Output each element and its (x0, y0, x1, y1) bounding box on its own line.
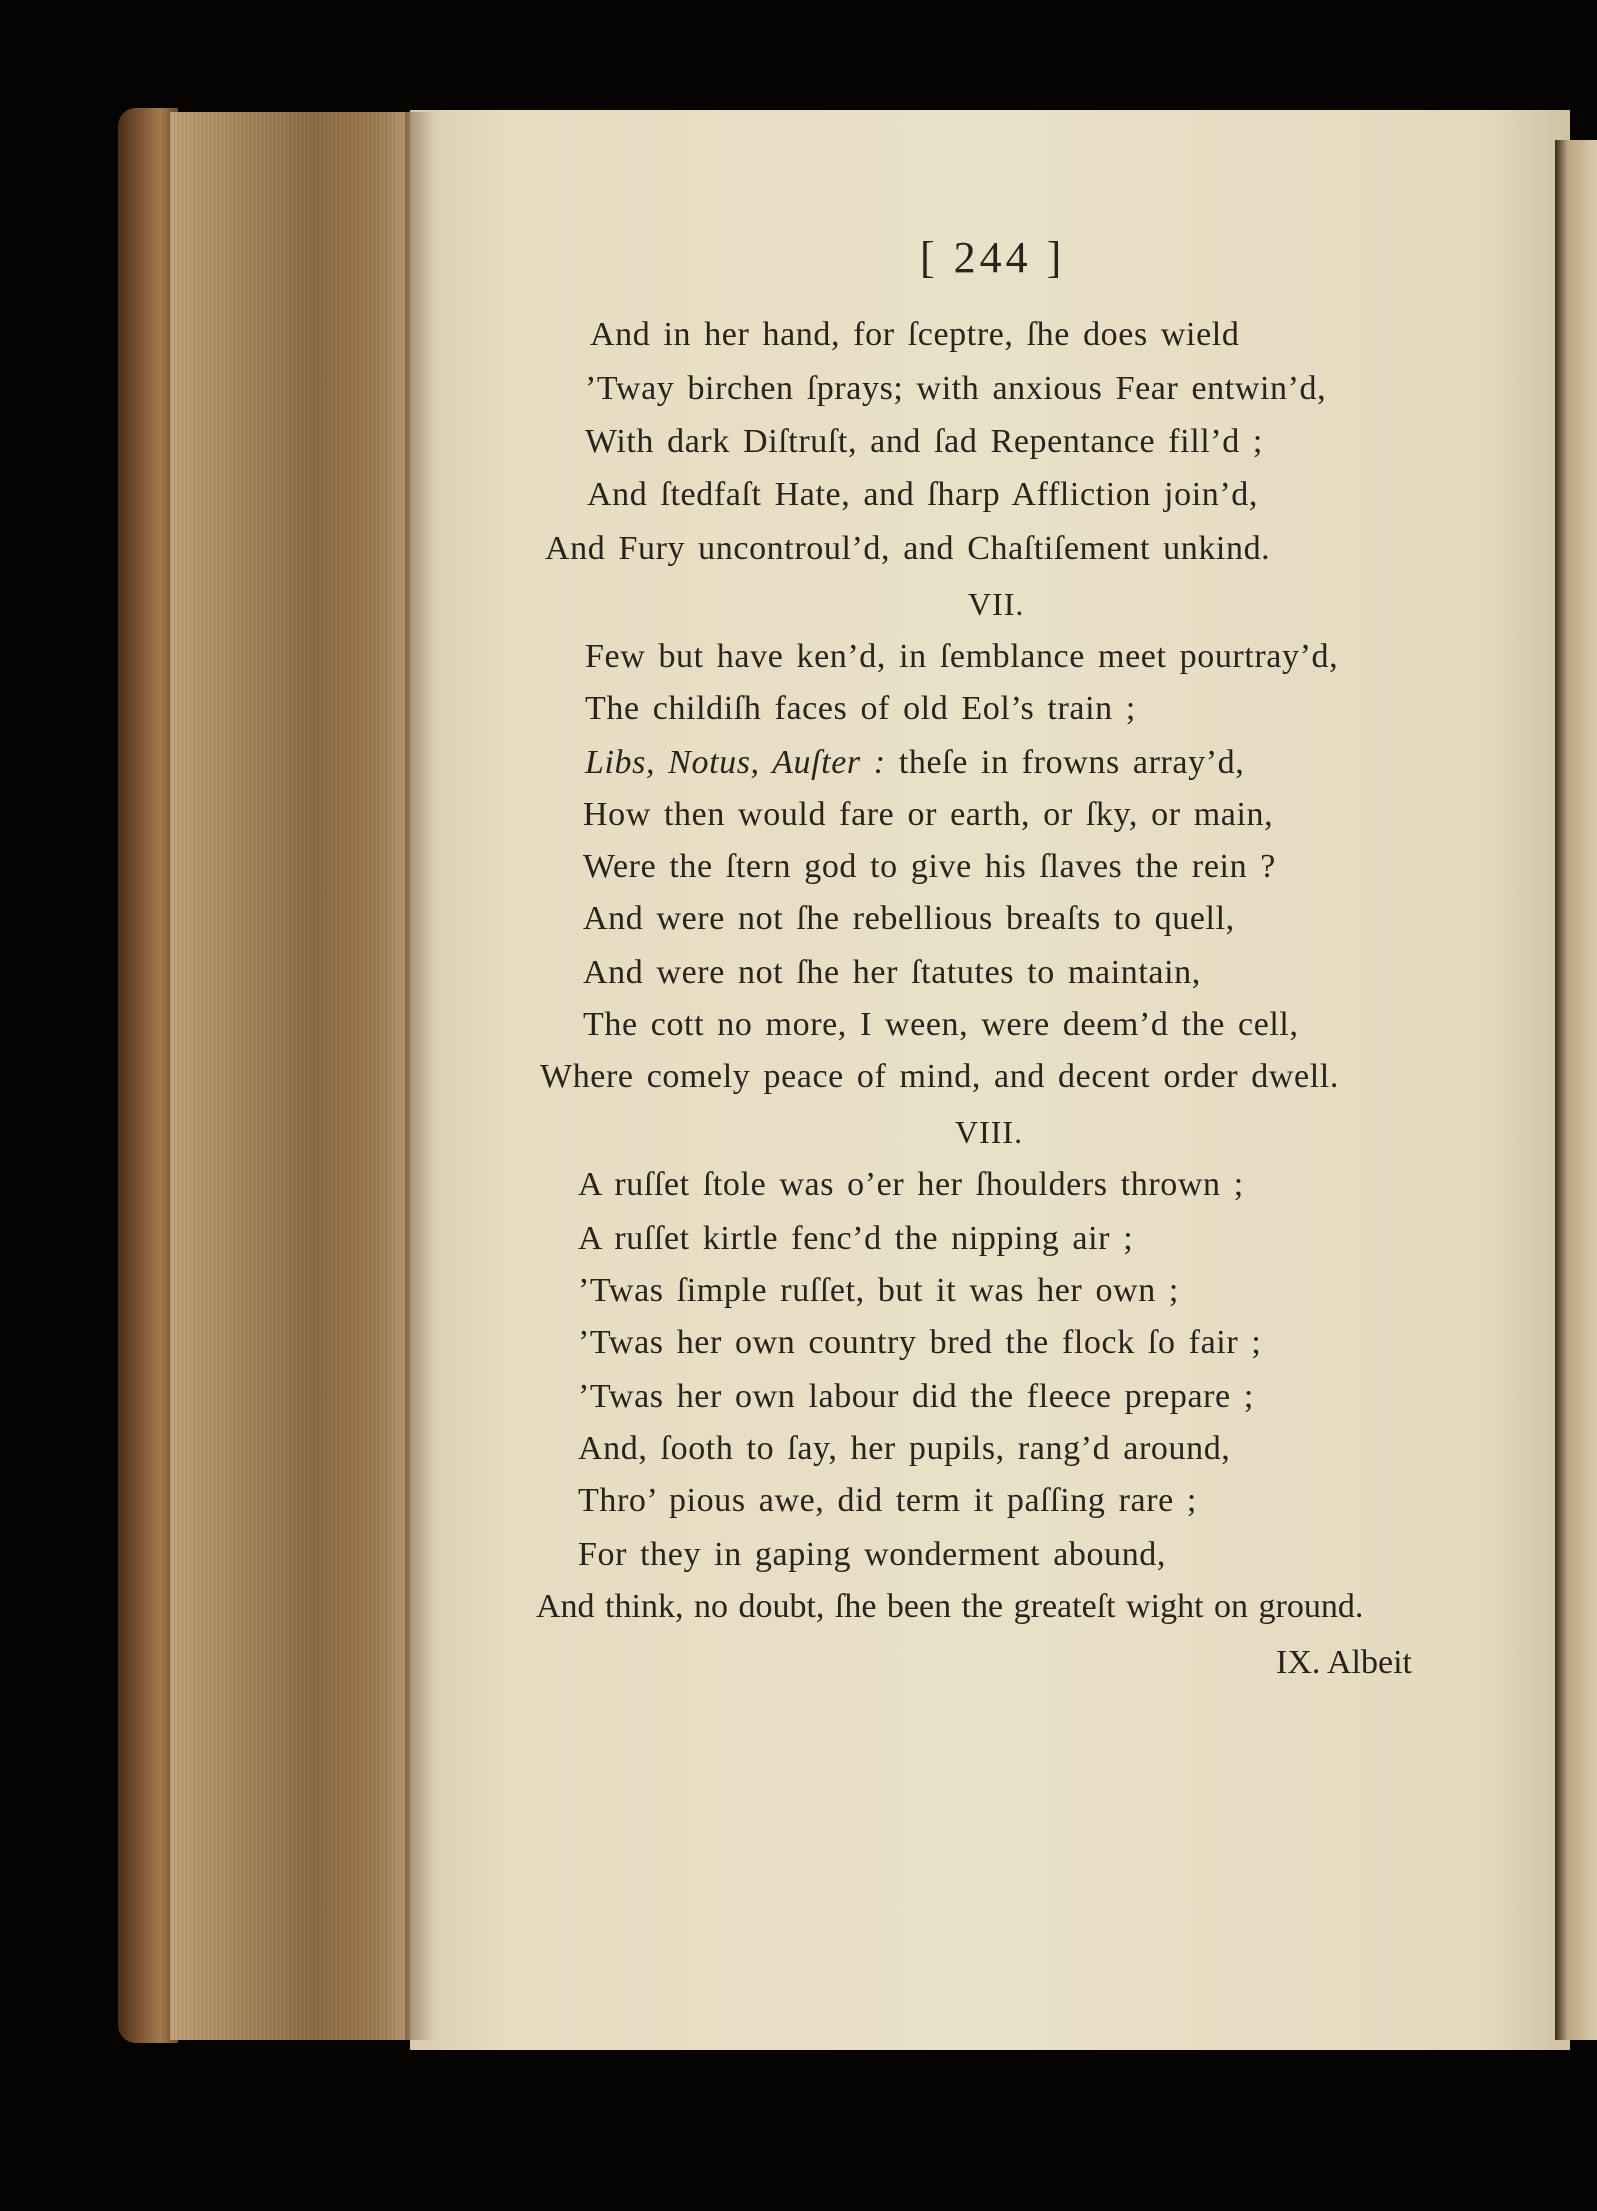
verse-line: A ruſſet kirtle fenc’d the nipping air ; (578, 1220, 1134, 1257)
verse-line: With dark Diſtruſt, and ſad Repentance fill’d ; (585, 423, 1263, 460)
verse-line (585, 746, 1244, 780)
verse-line: And were not ſhe her ſtatutes to maintain, (583, 954, 1201, 991)
verse-line: ’Tway birchen ſprays; with anxious Fear entwin’d, (585, 370, 1327, 407)
verse-line: And in her hand, for ſceptre, ſhe does wield (590, 316, 1240, 353)
verse-line: And ſtedfaſt Hate, and ſharp Affliction join’d, (587, 476, 1258, 513)
verse-line: For they in gaping wonderment abound, (578, 1536, 1166, 1573)
stanza-heading: VII. (968, 586, 1025, 622)
verse-line: And, ſooth to ſay, her pupils, rang’d around, (578, 1430, 1231, 1467)
catchword: IX. Albeit (1276, 1644, 1412, 1681)
verse-line: And Fury uncontroul’d, and Chaſtiſement unkind. (545, 530, 1271, 567)
verse-line: And think, no doubt, ſhe been the greateſt wight on ground. (536, 1588, 1364, 1625)
verse-line-rest: theſe in frowns array’d, (898, 744, 1245, 781)
verse-line: How then would fare or earth, or ſky, or main, (583, 796, 1274, 833)
verse-line: A ruſſet ſtole was o’er her ſhoulders thrown ; (578, 1166, 1244, 1203)
verse-line: ’Twas her own country bred the flock ſo fair ; (578, 1324, 1262, 1361)
page-number: [ 244 ] (920, 233, 1066, 282)
verse-line: Few but have ken’d, in ſemblance meet pourtray’d, (585, 638, 1339, 675)
verse-line: Were the ſtern god to give his ſlaves the rein ? (583, 848, 1276, 885)
italic-wind-names: Libs, Notus, Auſter : (585, 744, 886, 781)
verse-line: The childiſh faces of old Eol’s train ; (585, 690, 1136, 727)
verse-line: Where comely peace of mind, and decent order dwell. (540, 1058, 1339, 1095)
verse-line: Thro’ pious awe, did term it paſſing rare ; (578, 1482, 1197, 1519)
verse-line: ’Twas her own labour did the fleece prepare ; (578, 1378, 1254, 1415)
verse-line: And were not ſhe rebellious breaſts to quell, (583, 900, 1235, 937)
verse-line: The cott no more, I ween, were deem’d the cell, (583, 1006, 1299, 1043)
stanza-heading: VIII. (955, 1114, 1024, 1150)
verse-line: ’Twas ſimple ruſſet, but it was her own ; (578, 1272, 1179, 1309)
